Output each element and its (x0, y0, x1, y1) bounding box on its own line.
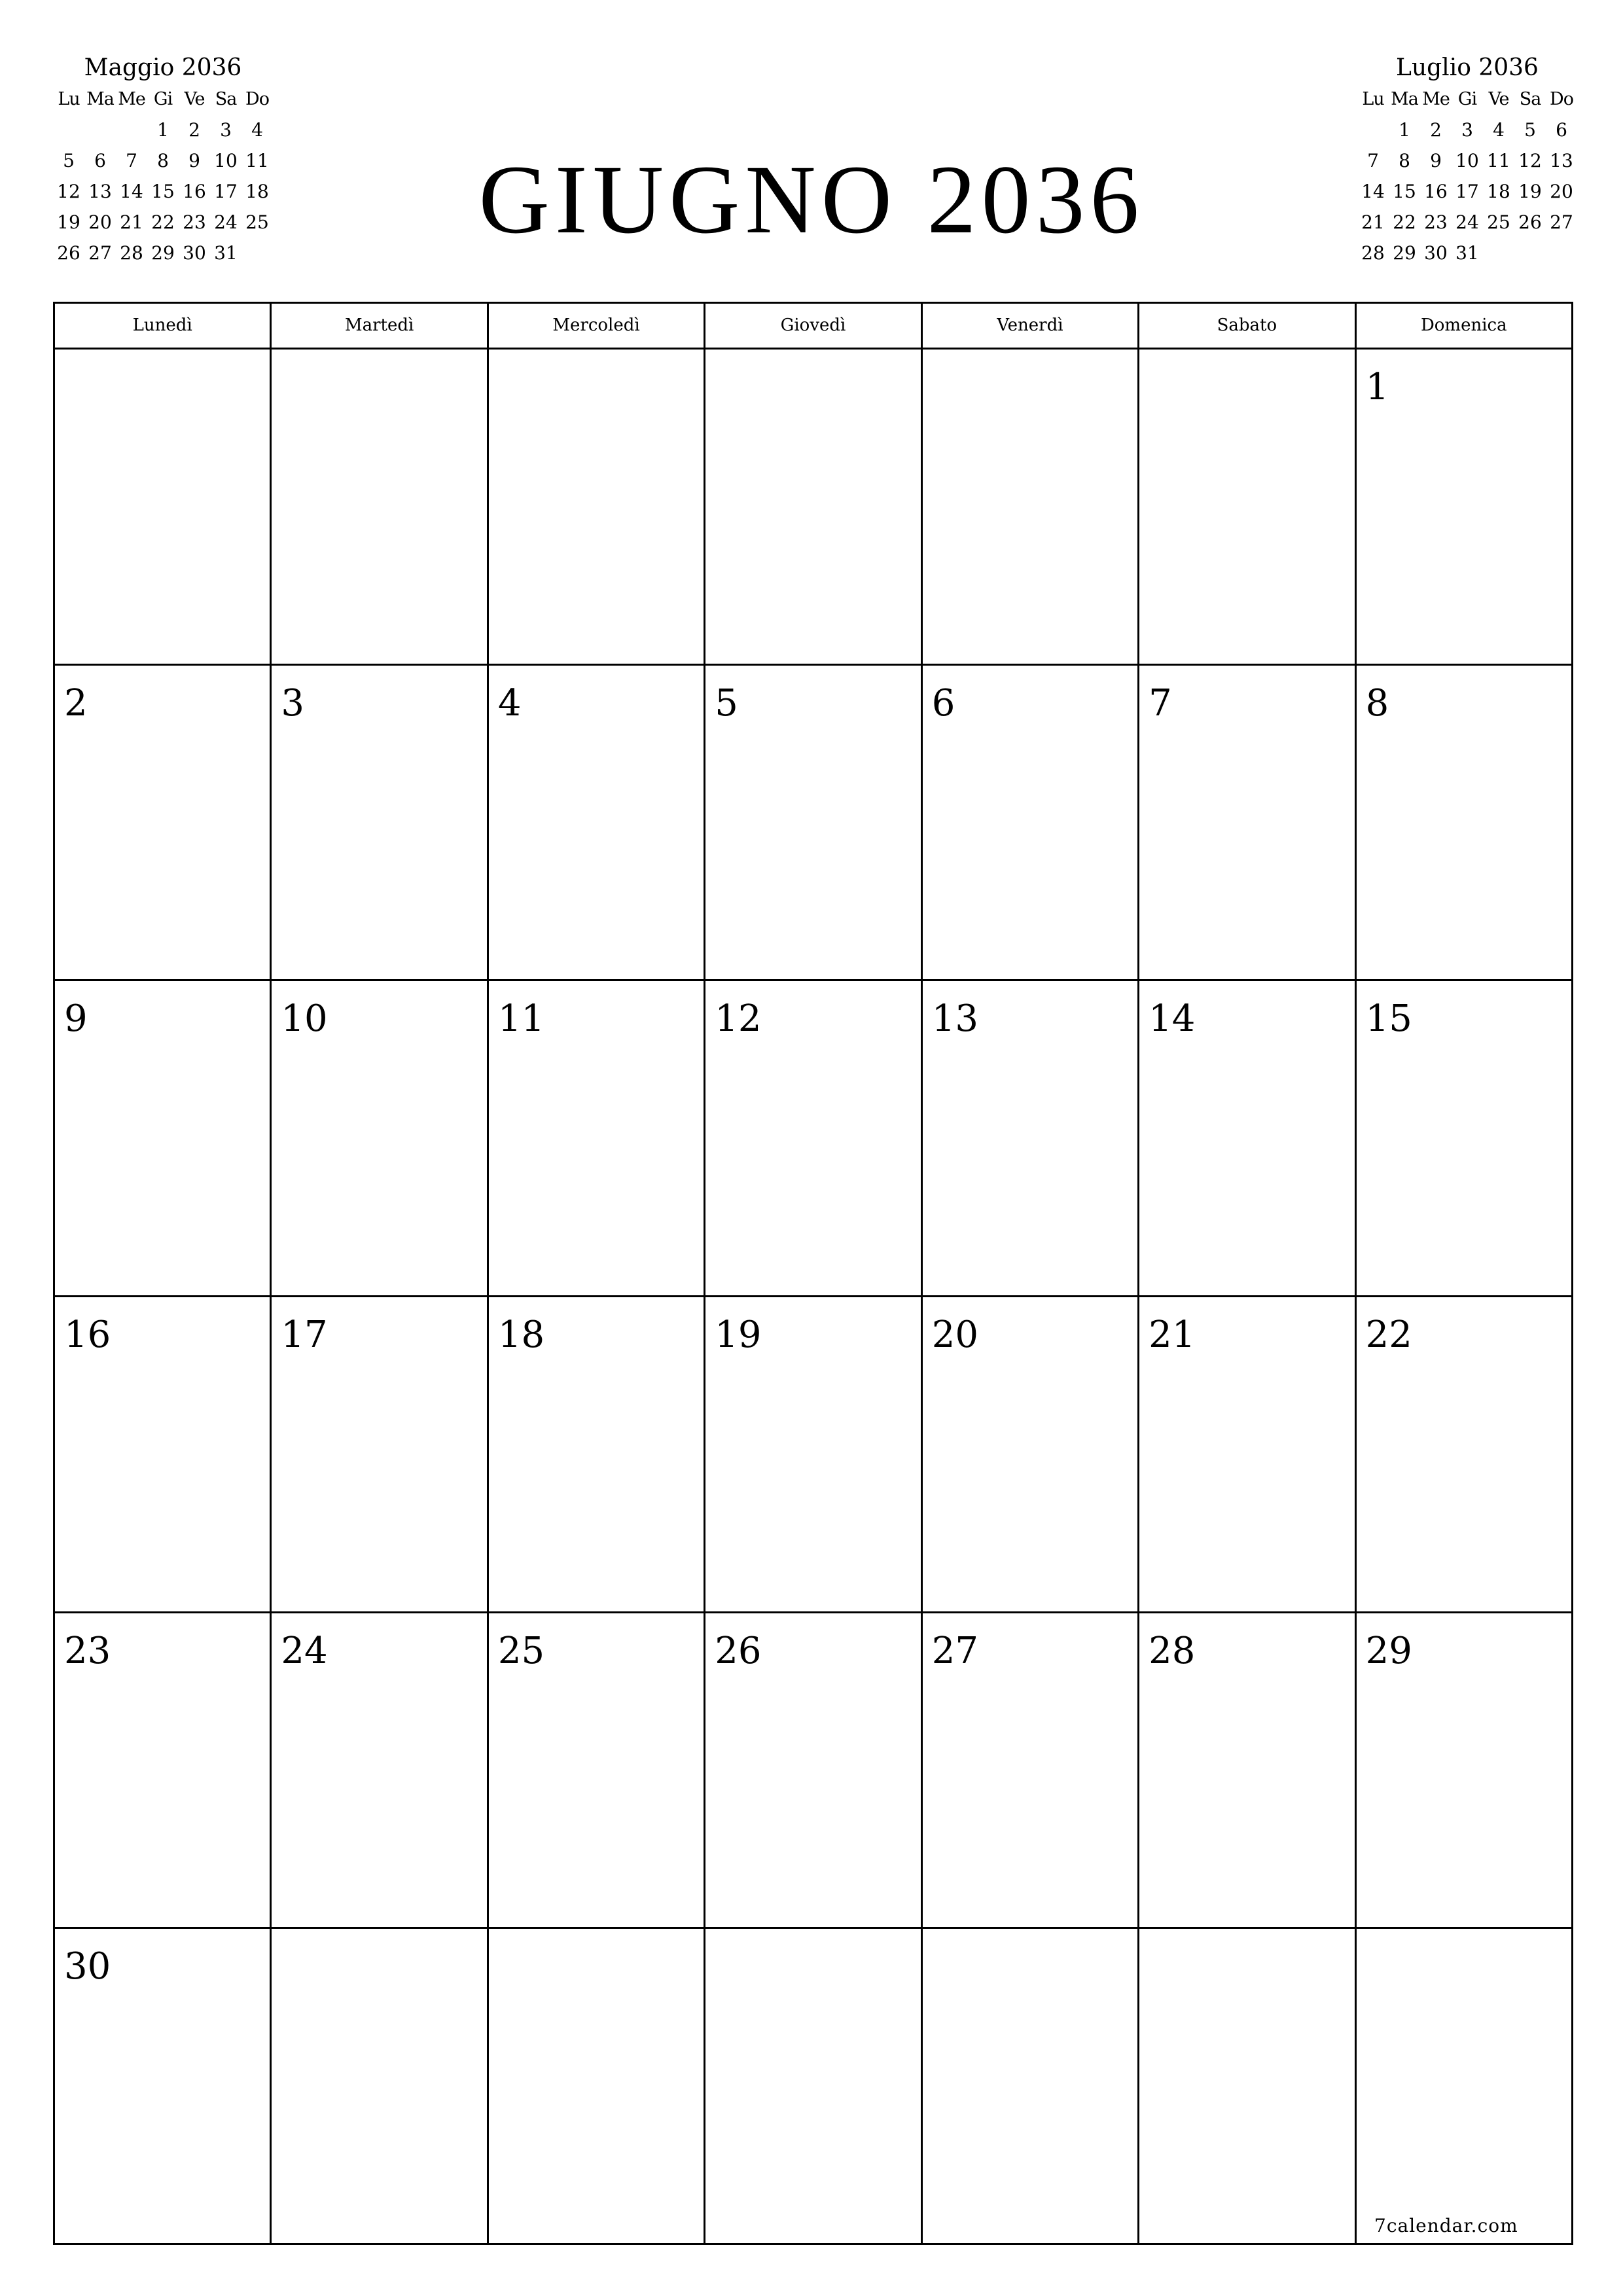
page-title: GIUGNO 2036 (478, 145, 1145, 254)
mini-day: 19 (1518, 181, 1542, 202)
day-cell (923, 1297, 1139, 1613)
mini-day: 5 (63, 150, 75, 171)
day-cell (489, 1613, 705, 1929)
mini-day: 4 (251, 119, 263, 141)
mini-day: 17 (1455, 181, 1479, 202)
mini-day: 9 (1430, 150, 1442, 171)
mini-weekday-label: Me (118, 89, 145, 109)
weekday-header: Venerdì (923, 304, 1139, 350)
day-cell (923, 1929, 1139, 2245)
mini-day: 6 (94, 150, 106, 171)
mini-day: 30 (183, 242, 206, 264)
mini-day: 29 (151, 242, 175, 264)
day-cell (705, 666, 922, 982)
day-number: 14 (1149, 997, 1196, 1041)
day-cell (923, 666, 1139, 982)
mini-day: 26 (1518, 211, 1542, 233)
mini-weekday-label: Gi (1457, 89, 1477, 109)
day-cell (1139, 1297, 1356, 1613)
mini-calendar-next-month (1357, 52, 1577, 268)
mini-day: 2 (188, 119, 200, 141)
mini-day: 11 (245, 150, 269, 171)
day-cell (55, 666, 272, 982)
mini-weekday-label: Lu (1362, 89, 1384, 109)
mini-day: 14 (120, 181, 143, 202)
mini-day: 17 (214, 181, 238, 202)
day-cell (923, 1613, 1139, 1929)
mini-day: 5 (1524, 119, 1536, 141)
mini-day: 10 (1455, 150, 1479, 171)
day-cell (1139, 981, 1356, 1297)
day-number: 23 (64, 1629, 111, 1672)
day-number: 7 (1149, 681, 1172, 725)
mini-day: 23 (183, 211, 206, 233)
mini-weekday-label: Ma (1391, 89, 1418, 109)
mini-day: 29 (1393, 242, 1416, 264)
mini-day: 8 (1399, 150, 1410, 171)
mini-weekday-label: Ve (184, 89, 205, 109)
day-cell (1357, 1613, 1573, 1929)
mini-day: 15 (151, 181, 175, 202)
mini-day: 1 (157, 119, 169, 141)
day-cell (1357, 1297, 1573, 1613)
day-cell (55, 1929, 272, 2245)
mini-day: 15 (1393, 181, 1416, 202)
mini-day: 13 (1550, 150, 1573, 171)
mini-weekday-label: Lu (58, 89, 80, 109)
day-number: 19 (715, 1313, 762, 1356)
weekday-header: Lunedì (55, 304, 272, 350)
day-cell (1357, 981, 1573, 1297)
mini-day: 1 (1399, 119, 1410, 141)
mini-day (1546, 238, 1577, 268)
mini-day: 12 (1518, 150, 1542, 171)
day-cell (489, 1929, 705, 2245)
mini-day: 16 (1424, 181, 1448, 202)
mini-weekday-label: Me (1422, 89, 1450, 109)
day-cell (705, 1929, 922, 2245)
day-cell (489, 981, 705, 1297)
mini-day (1483, 238, 1514, 268)
mini-day: 21 (1361, 211, 1385, 233)
mini-day: 30 (1424, 242, 1448, 264)
mini-calendar-grid (1357, 84, 1577, 268)
mini-day: 2 (1430, 119, 1442, 141)
mini-day: 18 (1487, 181, 1510, 202)
mini-day: 7 (126, 150, 137, 171)
mini-day: 28 (1361, 242, 1385, 264)
mini-day: 28 (120, 242, 143, 264)
mini-day: 24 (1455, 211, 1479, 233)
mini-weekday-label: Ma (86, 89, 114, 109)
mini-day: 31 (214, 242, 238, 264)
mini-day: 20 (1550, 181, 1573, 202)
weekday-header: Sabato (1139, 304, 1356, 350)
mini-weekday-label: Sa (215, 89, 237, 109)
day-cell (705, 1297, 922, 1613)
day-cell (1139, 1613, 1356, 1929)
mini-day: 9 (188, 150, 200, 171)
day-number: 16 (64, 1313, 111, 1356)
day-number: 25 (497, 1629, 545, 1672)
day-number: 30 (64, 1945, 111, 1988)
mini-day: 16 (183, 181, 206, 202)
day-number: 20 (931, 1313, 978, 1356)
mini-day: 24 (214, 211, 238, 233)
mini-day: 26 (57, 242, 80, 264)
day-cell (272, 1297, 488, 1613)
mini-day: 11 (1487, 150, 1510, 171)
day-cell (489, 350, 705, 666)
day-cell (923, 981, 1139, 1297)
mini-day: 27 (1550, 211, 1573, 233)
mini-weekday-label: Sa (1519, 89, 1541, 109)
month-grid (53, 302, 1573, 2245)
day-number: 29 (1365, 1629, 1412, 1672)
mini-day: 18 (245, 181, 269, 202)
day-cell (272, 981, 488, 1297)
day-cell (1357, 350, 1573, 666)
mini-day: 6 (1556, 119, 1567, 141)
mini-day: 7 (1367, 150, 1379, 171)
day-number: 11 (497, 997, 545, 1041)
mini-day: 21 (120, 211, 143, 233)
day-number: 5 (715, 681, 738, 725)
mini-day: 25 (1487, 211, 1510, 233)
day-cell (1139, 350, 1356, 666)
mini-day: 3 (1461, 119, 1473, 141)
day-cell (705, 1613, 922, 1929)
day-number: 21 (1149, 1313, 1196, 1356)
mini-day: 12 (57, 181, 80, 202)
day-cell (272, 350, 488, 666)
day-number: 18 (497, 1313, 545, 1356)
mini-day: 8 (157, 150, 169, 171)
day-cell (1357, 666, 1573, 982)
day-number: 15 (1365, 997, 1412, 1041)
day-cell (1139, 1929, 1356, 2245)
day-cell (55, 350, 272, 666)
mini-weekday-label: Gi (153, 89, 173, 109)
mini-day: 22 (1393, 211, 1416, 233)
mini-day: 23 (1424, 211, 1448, 233)
mini-day: 10 (214, 150, 238, 171)
mini-day: 31 (1455, 242, 1479, 264)
mini-day (1357, 115, 1389, 145)
footer-website: 7calendar.com (1374, 2215, 1518, 2236)
mini-calendar-title: Maggio 2036 (84, 54, 242, 81)
mini-weekday-label: Ve (1488, 89, 1509, 109)
day-number: 6 (931, 681, 955, 725)
mini-day: 13 (88, 181, 112, 202)
mini-day: 22 (151, 211, 175, 233)
day-cell (489, 1297, 705, 1613)
day-cell (55, 1613, 272, 1929)
day-cell (489, 666, 705, 982)
day-number: 13 (931, 997, 978, 1041)
mini-calendar-title: Luglio 2036 (1396, 54, 1539, 81)
day-cell (272, 1613, 488, 1929)
mini-day (1514, 238, 1546, 268)
day-cell (55, 981, 272, 1297)
day-number: 8 (1365, 681, 1389, 725)
day-number: 27 (931, 1629, 978, 1672)
mini-day: 19 (57, 211, 80, 233)
day-number: 10 (281, 997, 328, 1041)
mini-day: 14 (1361, 181, 1385, 202)
day-number: 1 (1365, 366, 1389, 408)
day-number: 4 (497, 681, 522, 725)
day-cell (55, 1297, 272, 1613)
weekday-header: Martedì (272, 304, 488, 350)
mini-day: 20 (88, 211, 112, 233)
mini-day: 4 (1493, 119, 1505, 141)
mini-day: 3 (220, 119, 232, 141)
day-number: 28 (1149, 1629, 1196, 1672)
day-number: 26 (715, 1629, 762, 1672)
day-cell (272, 1929, 488, 2245)
day-cell (705, 350, 922, 666)
day-cell (272, 666, 488, 982)
day-number: 22 (1365, 1313, 1412, 1356)
day-number: 17 (281, 1313, 328, 1356)
mini-weekday-label: Do (1550, 89, 1573, 109)
day-number: 9 (64, 997, 88, 1041)
day-number: 24 (281, 1629, 328, 1672)
day-cell (1357, 1929, 1573, 2245)
day-cell (705, 981, 922, 1297)
mini-weekday-label: Do (245, 89, 269, 109)
mini-day: 27 (88, 242, 112, 264)
day-cell (1139, 666, 1356, 982)
day-number: 12 (715, 997, 762, 1041)
day-number: 2 (64, 681, 88, 725)
weekday-header: Mercoledì (489, 304, 705, 350)
weekday-header: Domenica (1357, 304, 1573, 350)
day-cell (923, 350, 1139, 666)
weekday-header: Giovedì (705, 304, 922, 350)
mini-day: 25 (245, 211, 269, 233)
day-number: 3 (281, 681, 305, 725)
